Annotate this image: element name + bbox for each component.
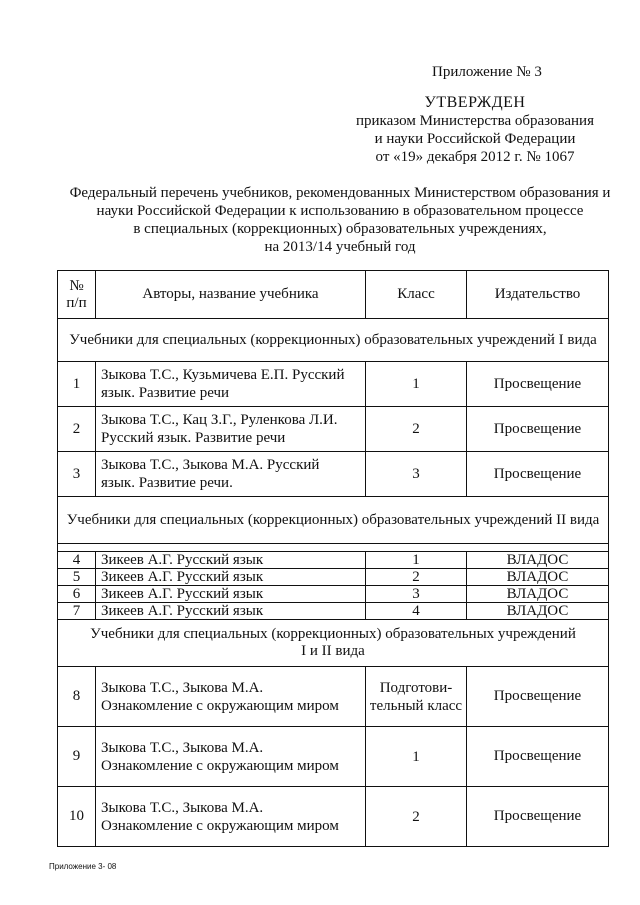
row-grade: 2	[366, 569, 467, 586]
table-row-spacer	[58, 544, 609, 552]
approval-line: приказом Министерства образования	[356, 113, 594, 129]
row-grade: 1	[366, 362, 467, 407]
row-grade: 3	[366, 452, 467, 497]
row-title-line: Зыкова Т.С., Зыкова М.А.	[101, 679, 264, 696]
row-title: Зикеев А.Г. Русский язык	[96, 569, 366, 586]
row-title-line: Зыкова Т.С., Зыкова М.А. Русский	[101, 457, 320, 473]
row-grade	[366, 667, 467, 727]
header-number-line: №	[69, 277, 84, 294]
spacer-cell	[58, 544, 609, 552]
table-row	[58, 362, 609, 407]
row-number: 1	[58, 362, 96, 407]
document-title	[50, 184, 630, 256]
section-row	[58, 497, 609, 544]
row-title-line: Зыкова Т.С., Зыкова М.А.	[101, 799, 264, 816]
row-grade: 1	[366, 552, 467, 569]
table-header-row	[58, 271, 609, 319]
row-publisher: ВЛАДОС	[467, 569, 609, 586]
row-publisher: Просвещение	[467, 667, 609, 727]
section-row	[58, 620, 609, 667]
textbook-table	[57, 270, 609, 847]
row-grade: 3	[366, 586, 467, 603]
header-number-line: п/п	[66, 294, 87, 311]
row-number: 3	[58, 452, 96, 497]
row-grade: 4	[366, 603, 467, 620]
row-number: 5	[58, 569, 96, 586]
row-publisher: Просвещение	[467, 787, 609, 847]
row-grade-line: Подготови-	[379, 679, 453, 696]
header-grade: Класс	[366, 271, 467, 319]
table-row	[58, 569, 609, 586]
row-title-line: Зыкова Т.С., Кац З.Г., Руленкова Л.И.	[101, 412, 338, 428]
row-grade: 2	[366, 407, 467, 452]
row-number: 10	[58, 787, 96, 847]
section-title: Учебники для специальных (коррекционных) образовательных учреждений II вида	[58, 497, 609, 544]
approval-title: УТВЕРЖДЕН	[424, 94, 526, 111]
row-number: 7	[58, 603, 96, 620]
row-publisher: ВЛАДОС	[467, 586, 609, 603]
annex-number: Приложение № 3	[432, 64, 542, 80]
table-row	[58, 407, 609, 452]
row-title-line: язык. Развитие речи.	[101, 475, 233, 491]
row-title-line: Ознакомление с окружающим миром	[101, 757, 339, 774]
title-line: в специальных (коррекционных) образовательных учреждениях,	[133, 221, 547, 237]
row-publisher: Просвещение	[467, 727, 609, 787]
table-row	[58, 452, 609, 497]
row-title-line: Ознакомление с окружающим миром	[101, 697, 339, 714]
row-number: 8	[58, 667, 96, 727]
row-grade: 2	[366, 787, 467, 847]
table-row	[58, 787, 609, 847]
row-title-line: язык. Развитие речи	[101, 385, 230, 401]
section-title: Учебники для специальных (коррекционных) образовательных учреждений I вида	[58, 319, 609, 362]
table-row	[58, 552, 609, 569]
header-publisher: Издательство	[467, 271, 609, 319]
row-title	[96, 787, 366, 847]
section-title-line: I и II вида	[301, 643, 365, 659]
row-grade: 1	[366, 727, 467, 787]
approval-block	[350, 94, 600, 166]
row-publisher: Просвещение	[467, 362, 609, 407]
title-line: науки Российской Федерации к использованию в образовательном процессе	[96, 203, 584, 219]
table-row	[58, 586, 609, 603]
row-grade-line: тельный класс	[369, 697, 463, 714]
table-row	[58, 603, 609, 620]
row-title: Зикеев А.Г. Русский язык	[96, 586, 366, 603]
row-number: 9	[58, 727, 96, 787]
row-title-line: Русский язык. Развитие речи	[101, 430, 286, 446]
title-line: Федеральный перечень учебников, рекомендованных Министерством образования и	[69, 185, 611, 201]
header-authors: Авторы, название учебника	[96, 271, 366, 319]
footer-code: Приложение 3- 08	[49, 862, 117, 871]
approval-line: и науки Российской Федерации	[374, 131, 576, 147]
title-line: на 2013/14 учебный год	[264, 239, 416, 255]
row-number: 2	[58, 407, 96, 452]
row-title	[96, 452, 366, 497]
row-title-line: Ознакомление с окружающим миром	[101, 817, 339, 834]
section-row	[58, 319, 609, 362]
header-number	[58, 271, 96, 319]
row-publisher: Просвещение	[467, 452, 609, 497]
section-title	[58, 620, 609, 667]
row-title	[96, 407, 366, 452]
row-title-line: Зыкова Т.С., Зыкова М.А.	[101, 739, 264, 756]
row-publisher: ВЛАДОС	[467, 603, 609, 620]
row-title-line: Зыкова Т.С., Кузьмичева Е.П. Русский	[101, 367, 345, 383]
row-publisher: ВЛАДОС	[467, 552, 609, 569]
approval-line: от «19» декабря 2012 г. № 1067	[375, 149, 575, 165]
section-title-line: Учебники для специальных (коррекционных) образовательных учреждений	[90, 626, 576, 642]
row-title	[96, 667, 366, 727]
row-number: 4	[58, 552, 96, 569]
row-title	[96, 727, 366, 787]
row-title	[96, 362, 366, 407]
table-row	[58, 667, 609, 727]
row-title: Зикеев А.Г. Русский язык	[96, 552, 366, 569]
row-title: Зикеев А.Г. Русский язык	[96, 603, 366, 620]
row-number: 6	[58, 586, 96, 603]
table-row	[58, 727, 609, 787]
row-publisher: Просвещение	[467, 407, 609, 452]
